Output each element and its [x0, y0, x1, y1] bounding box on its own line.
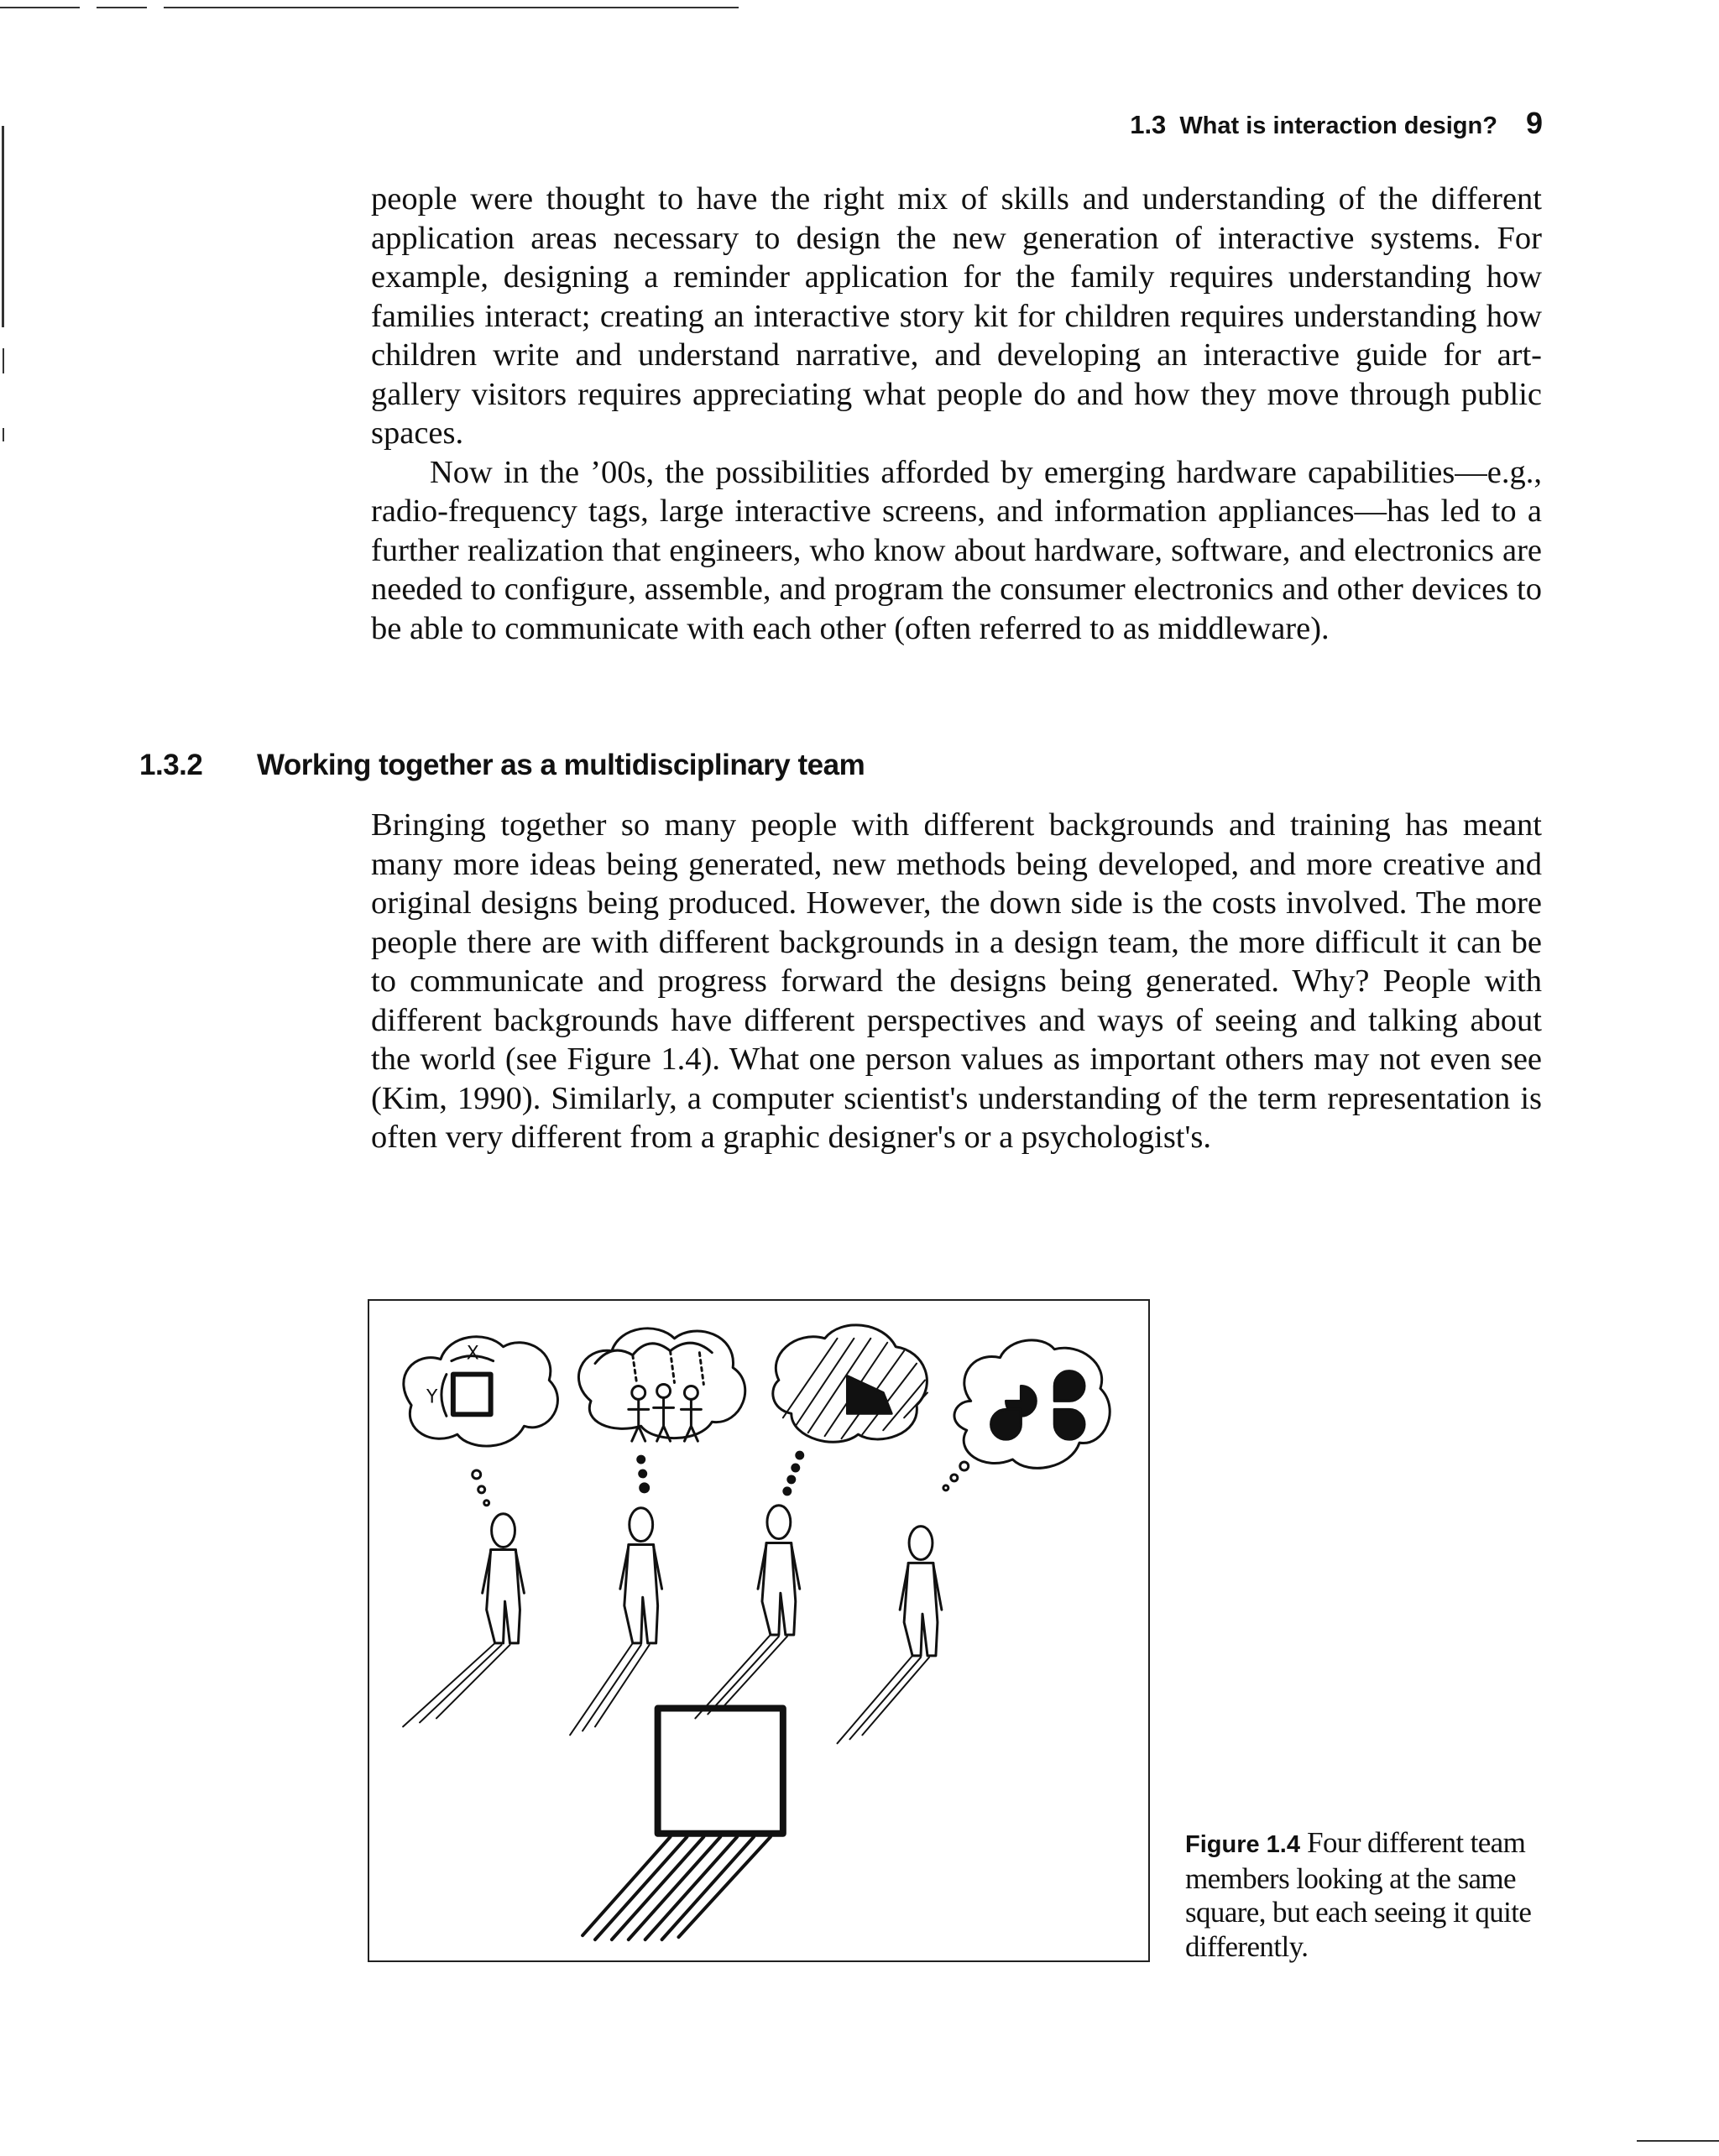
scan-edge-line	[3, 348, 4, 373]
person-4	[838, 1527, 942, 1744]
thought-bubble-1	[404, 1337, 558, 1506]
thought-bubble-3	[773, 1325, 927, 1495]
body-text-section	[371, 806, 1542, 1157]
section-heading	[139, 749, 865, 782]
scan-edge-line	[164, 7, 739, 8]
paragraph: Now in the ’00s, the possibilities afforded by emerging hardware capabilities—e.g., radio-frequency tags, large interactive screens, and information appliances—has led to a further realization that engineers, who know about hardware, software, and electronics are needed to configure, assemble, and program the consumer electronics and other devices to be able to communicate with each other (often referred to as middleware).	[371, 454, 1542, 646]
running-head-section-number: 1.3	[1130, 110, 1167, 139]
person-3	[695, 1506, 799, 1719]
running-head-section-title: What is interaction design?	[1179, 112, 1497, 139]
thought-bubble-4	[943, 1340, 1110, 1490]
figure-drawing	[369, 1301, 1148, 1960]
scan-edge-line	[97, 7, 147, 8]
page-number: 9	[1525, 106, 1543, 140]
figure-illustration	[368, 1299, 1150, 1962]
running-head	[1130, 106, 1543, 141]
body-text-top	[371, 180, 1542, 648]
person-1	[403, 1514, 524, 1727]
figure-caption	[1185, 1826, 1538, 1964]
scan-edge-line	[3, 428, 4, 441]
central-square	[583, 1709, 783, 1940]
scan-edge-line	[1637, 2140, 1719, 2142]
thought-bubble-2	[578, 1329, 745, 1492]
figure-caption-text: Four different team members looking at the same square, but each seeing it quite differently.	[1185, 1826, 1532, 1963]
axis-label-x: X	[466, 1343, 479, 1365]
paragraph: Bringing together so many people with different backgrounds and training has meant many more ideas being generated, new methods being developed, and more creative and original designs being produced. However, the down side is the costs involved. The more people there are with different backgrounds in a design team, the more difficult it can be to communicate and progress forward the designs being generated. Why? People with different backgrounds have different perspectives and ways of seeing and talking about the world (see Figure 1.4). What one person values as important others may not even see (Kim, 1990). Similarly, a computer scientist's understanding of the term representation is often very different from a graphic designer's or a psychologist's.	[371, 807, 1542, 1155]
figure-label: Figure 1.4	[1185, 1831, 1300, 1858]
section-number: 1.3.2	[139, 749, 203, 781]
paragraph: people were thought to have the right mix of skills and understanding of the different application areas necessary to design the new generation of interactive systems. For example, designing a reminder application for the family requires understanding how families interact; creating an interactive story kit for children requires understanding how children write and understand narrative, and developing an interactive guide for art-gallery visitors requires appreciating what people do and how they move through public spaces.	[371, 181, 1542, 451]
scan-edge-line	[0, 7, 80, 8]
person-2	[570, 1508, 661, 1736]
scan-edge-line	[2, 126, 4, 327]
section-title: Working together as a multidisciplinary team	[257, 749, 865, 781]
axis-label-y: Y	[426, 1386, 438, 1408]
